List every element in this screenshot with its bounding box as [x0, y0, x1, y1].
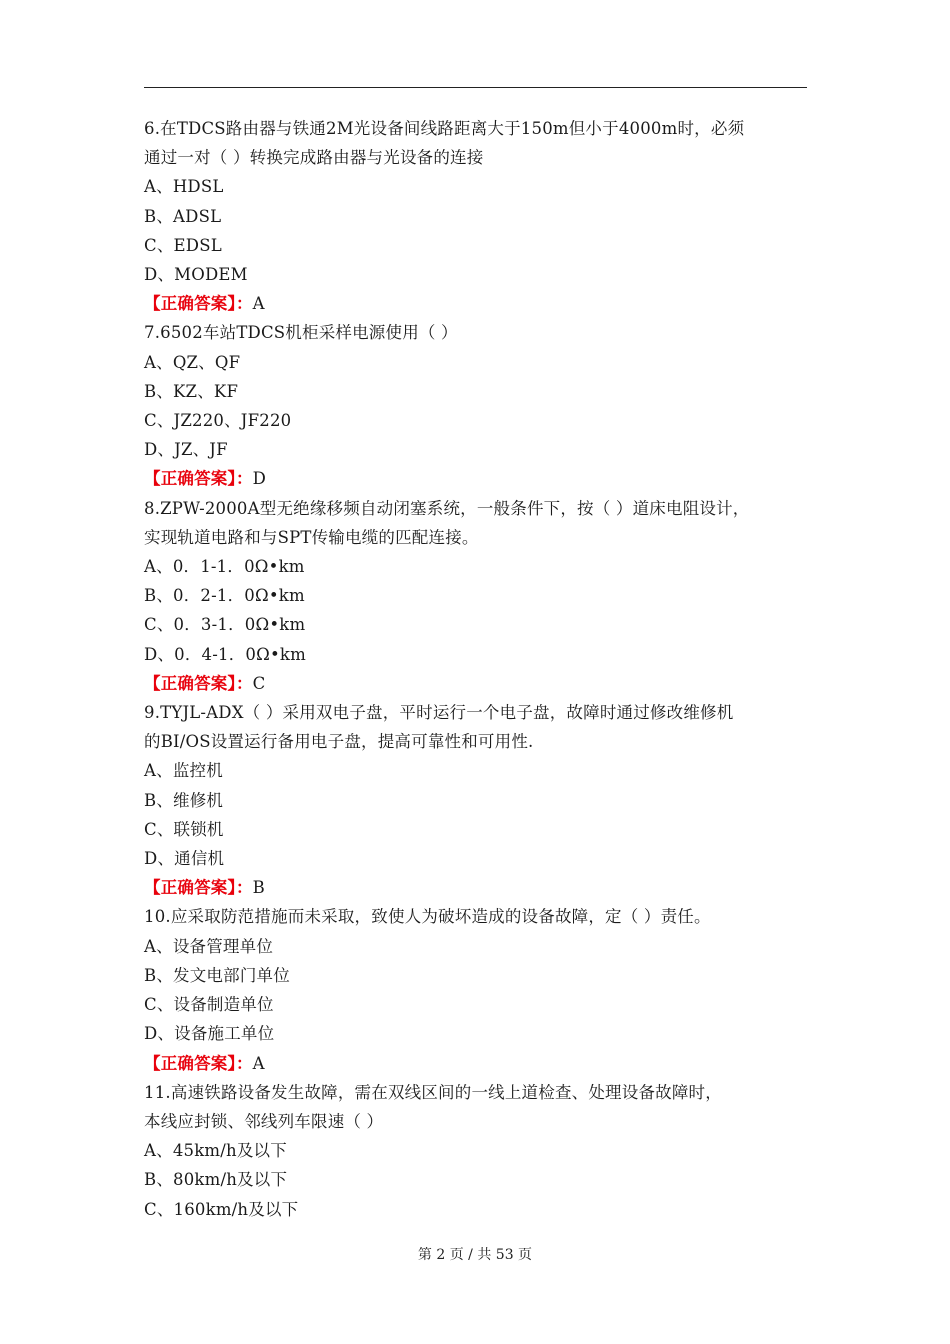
- question-text: 的BI/OS设置运行备用电子盘，提高可靠性和可用性.: [144, 732, 534, 752]
- answer-label: 【正确答案】：: [144, 469, 253, 489]
- option-a: A、QZ、QF: [144, 352, 241, 372]
- question-text: 6.在TDCS路由器与铁通2M光设备间线路距离大于150m但小于4000m时，必须: [144, 119, 745, 138]
- answer-value: C: [252, 673, 266, 693]
- option-c: C、联锁机: [144, 819, 224, 839]
- option-c: C、EDSL: [144, 235, 222, 255]
- option-d: D、0．4-1．0Ω•km: [144, 644, 306, 664]
- option-d: D、JZ、JF: [144, 440, 228, 460]
- answer-value: A: [252, 1053, 265, 1073]
- answer-value: B: [252, 878, 265, 898]
- question-text: 9.TYJL-ADX（ ）采用双电子盘，平时运行一个电子盘，故障时通过修改维修机: [144, 703, 734, 723]
- option-c: C、JZ220、JF220: [144, 411, 292, 431]
- answer-value: A: [252, 294, 265, 314]
- option-a: A、监控机: [144, 761, 223, 781]
- option-a: A、设备管理单位: [144, 936, 274, 956]
- question-list: [144, 114, 809, 1224]
- option-a: A、45km/h及以下: [144, 1141, 287, 1161]
- answer-line: [144, 873, 809, 902]
- question-text: 通过一对（ ）转换完成路由器与光设备的连接: [144, 148, 484, 168]
- option-b: B、80km/h及以下: [144, 1170, 288, 1190]
- answer-label: 【正确答案】：: [144, 294, 253, 314]
- question-text: 本线应封锁、邻线列车限速（ ）: [144, 1111, 384, 1131]
- option-b: B、维修机: [144, 790, 224, 810]
- header-rule: [144, 87, 807, 88]
- option-b: B、发文电部门单位: [144, 965, 290, 985]
- question-text: 8.ZPW-2000A型无绝缘移频自动闭塞系统，一般条件下，按（ ）道床电阻设计，: [144, 498, 750, 518]
- option-a: A、HDSL: [144, 177, 224, 197]
- question-text: 11.高速铁路设备发生故障，需在双线区间的一线上道检查、处理设备故障时，: [144, 1082, 722, 1102]
- option-b: B、KZ、KF: [144, 381, 239, 401]
- option-c: C、160km/h及以下: [144, 1199, 299, 1219]
- answer-value: D: [252, 469, 267, 489]
- answer-line: [144, 464, 809, 493]
- answer-label: 【正确答案】：: [144, 1053, 253, 1073]
- option-d: D、通信机: [144, 849, 225, 869]
- option-a: A、0．1-1．0Ω•km: [144, 557, 305, 577]
- answer-line: [144, 1049, 809, 1078]
- question-text: 10.应采取防范措施而未采取，致使人为破坏造成的设备故障，定（ ）责任。: [144, 907, 711, 927]
- question-text: 实现轨道电路和与SPT传输电缆的匹配连接。: [144, 527, 479, 547]
- option-c: C、0．3-1．0Ω•km: [144, 615, 306, 635]
- answer-line: [144, 669, 809, 698]
- answer-line: [144, 289, 809, 318]
- answer-label: 【正确答案】：: [144, 878, 253, 898]
- page-footer: 第 2 页 / 共 53 页: [417, 1247, 533, 1263]
- option-c: C、设备制造单位: [144, 995, 274, 1015]
- option-d: D、MODEM: [144, 265, 248, 285]
- option-b: B、ADSL: [144, 206, 222, 226]
- option-b: B、0．2-1．0Ω•km: [144, 586, 305, 606]
- question-text: 7.6502车站TDCS机柜采样电源使用（ ）: [144, 323, 458, 343]
- answer-label: 【正确答案】：: [144, 673, 253, 693]
- option-d: D、设备施工单位: [144, 1024, 275, 1044]
